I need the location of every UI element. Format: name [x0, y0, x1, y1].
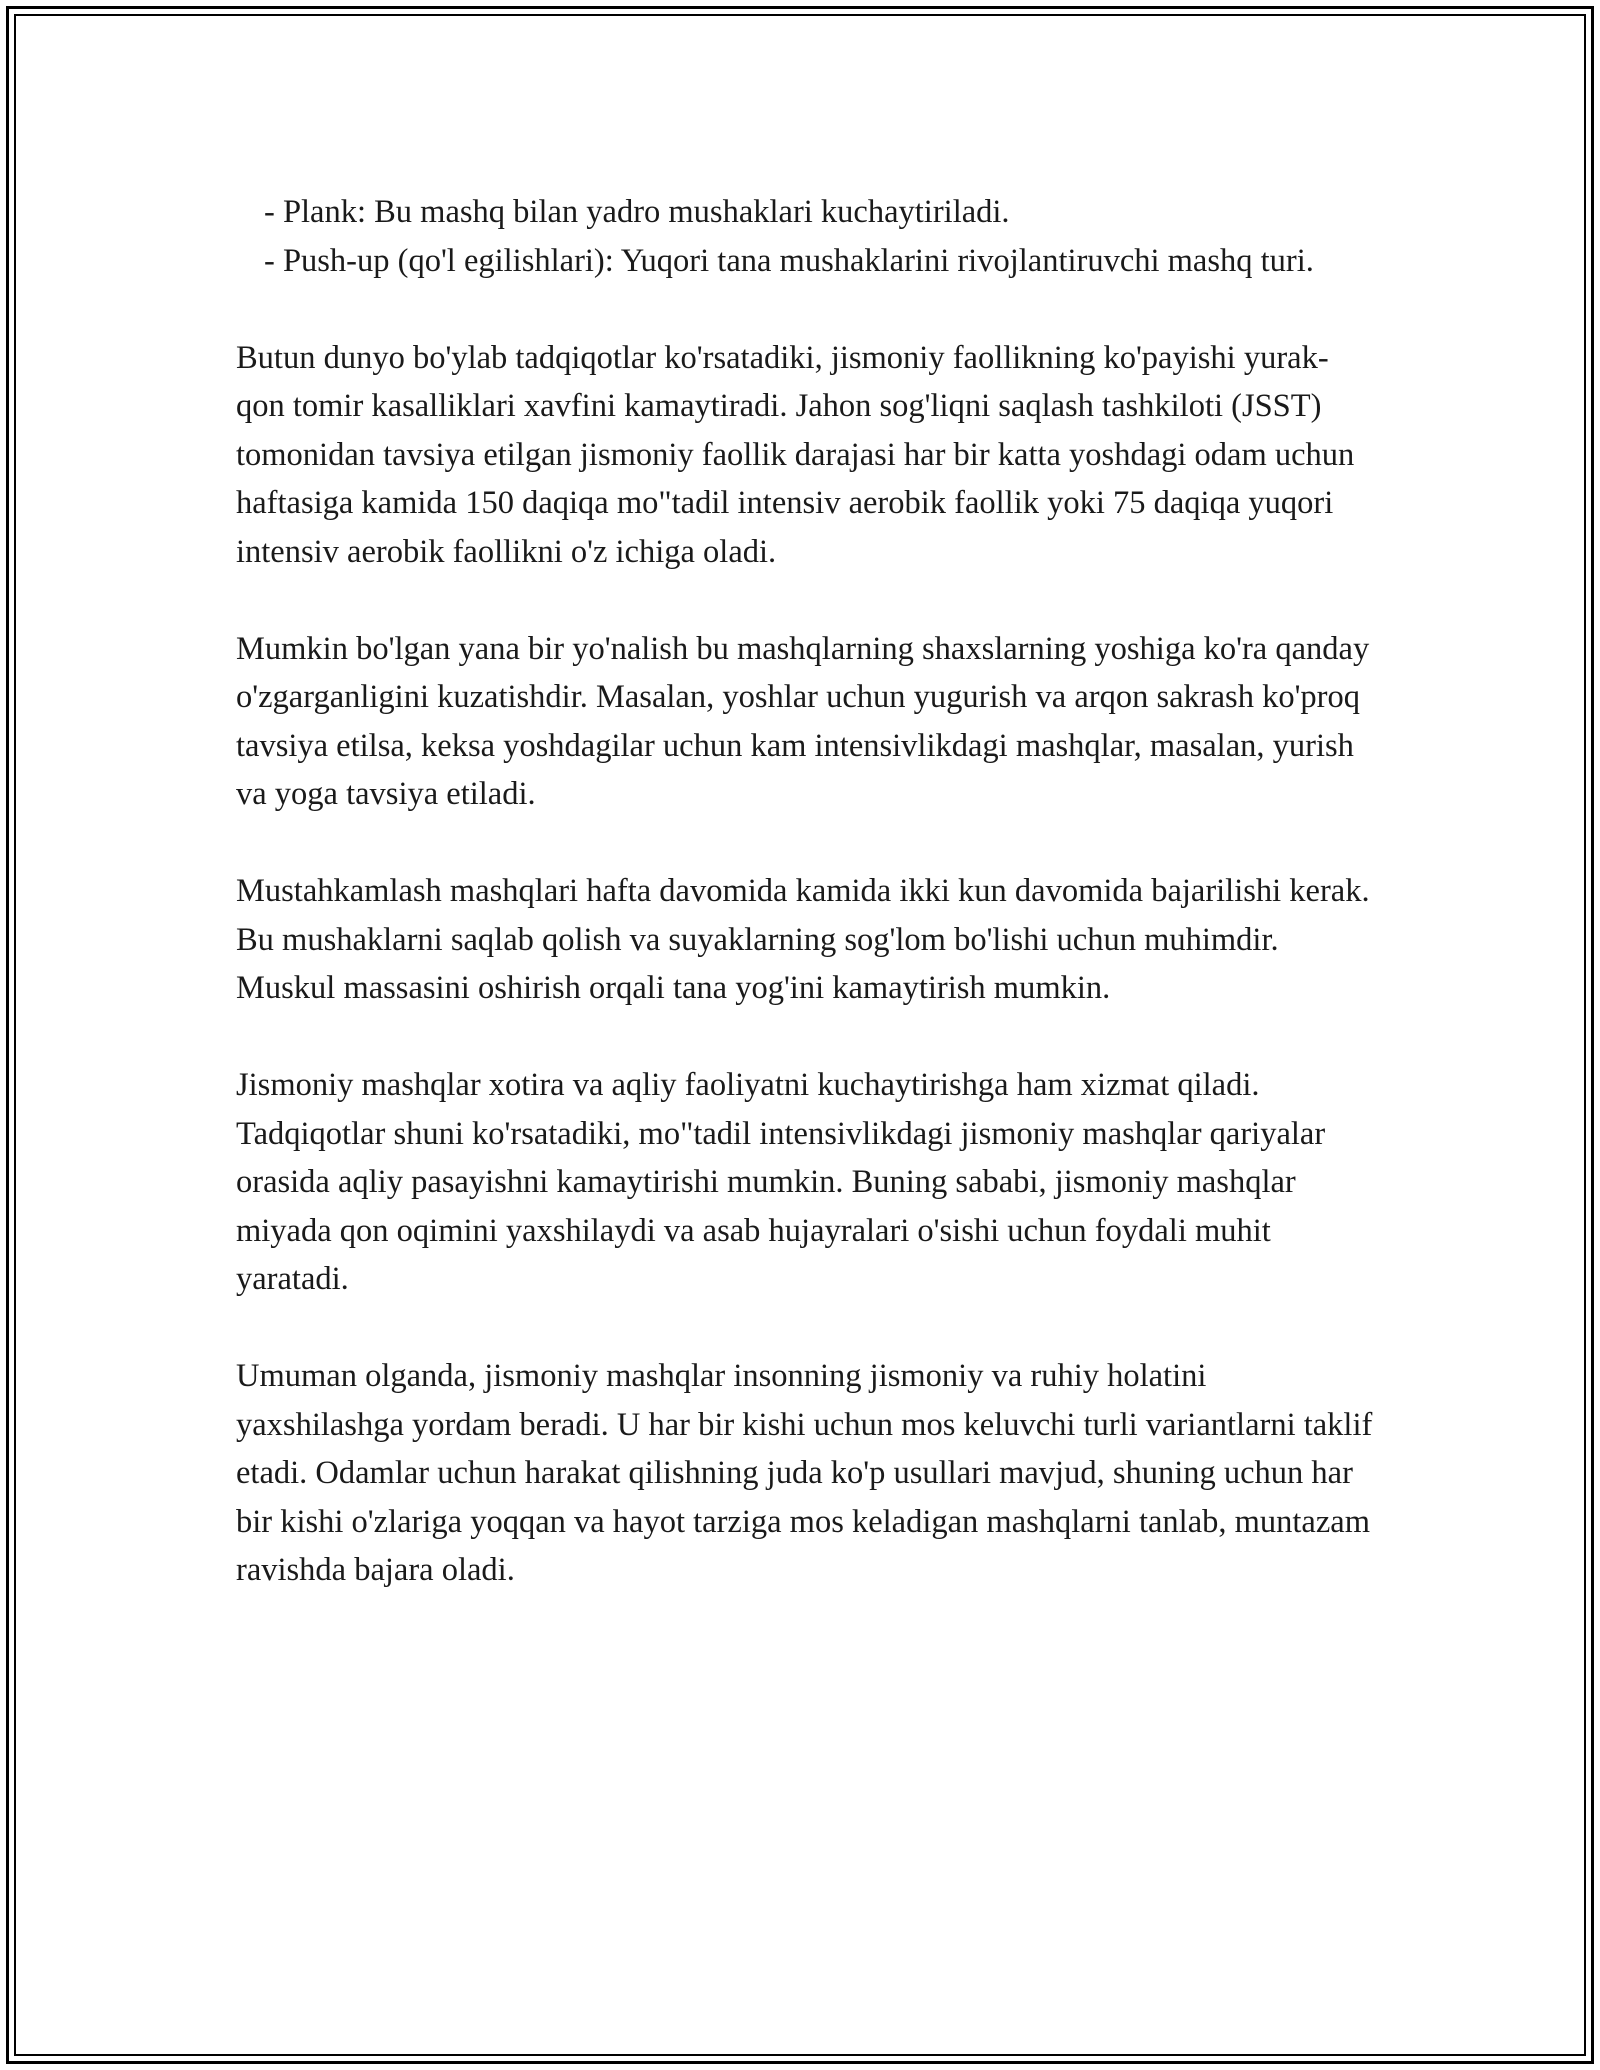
paragraph-research: Butun dunyo bo'ylab tadqiqotlar ko'rsatadiki, jismoniy faollikning ko'payishi yurak-qon tomir kasalliklari xavfini kamaytiradi. Jahon sog'liqni saqlash tashkiloti (JSST) tomonidan tavsiya etilgan jismoniy faollik darajasi har bir katta yoshdagi odam uchun haftasiga kamida 150 daqiqa mo"tadil intensiv aerobik faollik yoki 75 daqiqa yuqori intensiv aerobik faollikni o'z ichiga oladi. [236, 339, 1355, 570]
document-body [236, 188, 1376, 1595]
bullet-item-push-up: - Push-up (qo'l egilishlari): Yuqori tana mushaklarini rivojlantiruvchi mashq turi. [264, 242, 1314, 279]
paragraph-age-direction: Mumkin bo'lgan yana bir yo'nalish bu mashqlarning shaxslarning yoshiga ko'ra qanday o'zgarganligini kuzatishdir. Masalan, yoshlar uchun yugurish va arqon sakrash ko'proq tavsiya etilsa, keksa yoshdagilar uchun kam intensivlikdagi mashqlar, masalan, yurish va yoga tavsiya etiladi. [236, 630, 1370, 812]
paragraph-cognitive: Jismoniy mashqlar xotira va aqliy faoliyatni kuchaytirishga ham xizmat qiladi. Tadqiqotlar shuni ko'rsatadiki, mo"tadil intensivlikdagi jismoniy mashqlar qariyalar orasida aqliy pasayishni kamaytirishi mumkin. Buning sababi, jismoniy mashqlar miyada qon oqimini yaxshilaydi va asab hujayralari o'sishi uchun foydali muhit yaratadi. [236, 1067, 1326, 1297]
paragraph-strengthening: Mustahkamlash mashqlari hafta davomida kamida ikki kun davomida bajarilishi kerak. Bu mushaklarni saqlab qolish va suyaklarning sog'lom bo'lishi uchun muhimdir. Muskul massasini oshirish orqali tana yog'ini kamaytirish mumkin. [236, 873, 1370, 1006]
bullet-item-plank: - Plank: Bu mashq bilan yadro mushaklari kuchaytiriladi. [264, 194, 1010, 230]
paragraph-conclusion: Umuman olganda, jismoniy mashqlar insonning jismoniy va ruhiy holatini yaxshilashga yordam beradi. U har bir kishi uchun mos keluvchi turli variantlarni taklif etadi. Odamlar uchun harakat qilishning juda ko'p usullari mavjud, shuning uchun har bir kishi o'zlariga yoqqan va hayot tarziga mos keladigan mashqlarni tanlab, muntazam ravishda bajara oladi. [236, 1358, 1373, 1588]
